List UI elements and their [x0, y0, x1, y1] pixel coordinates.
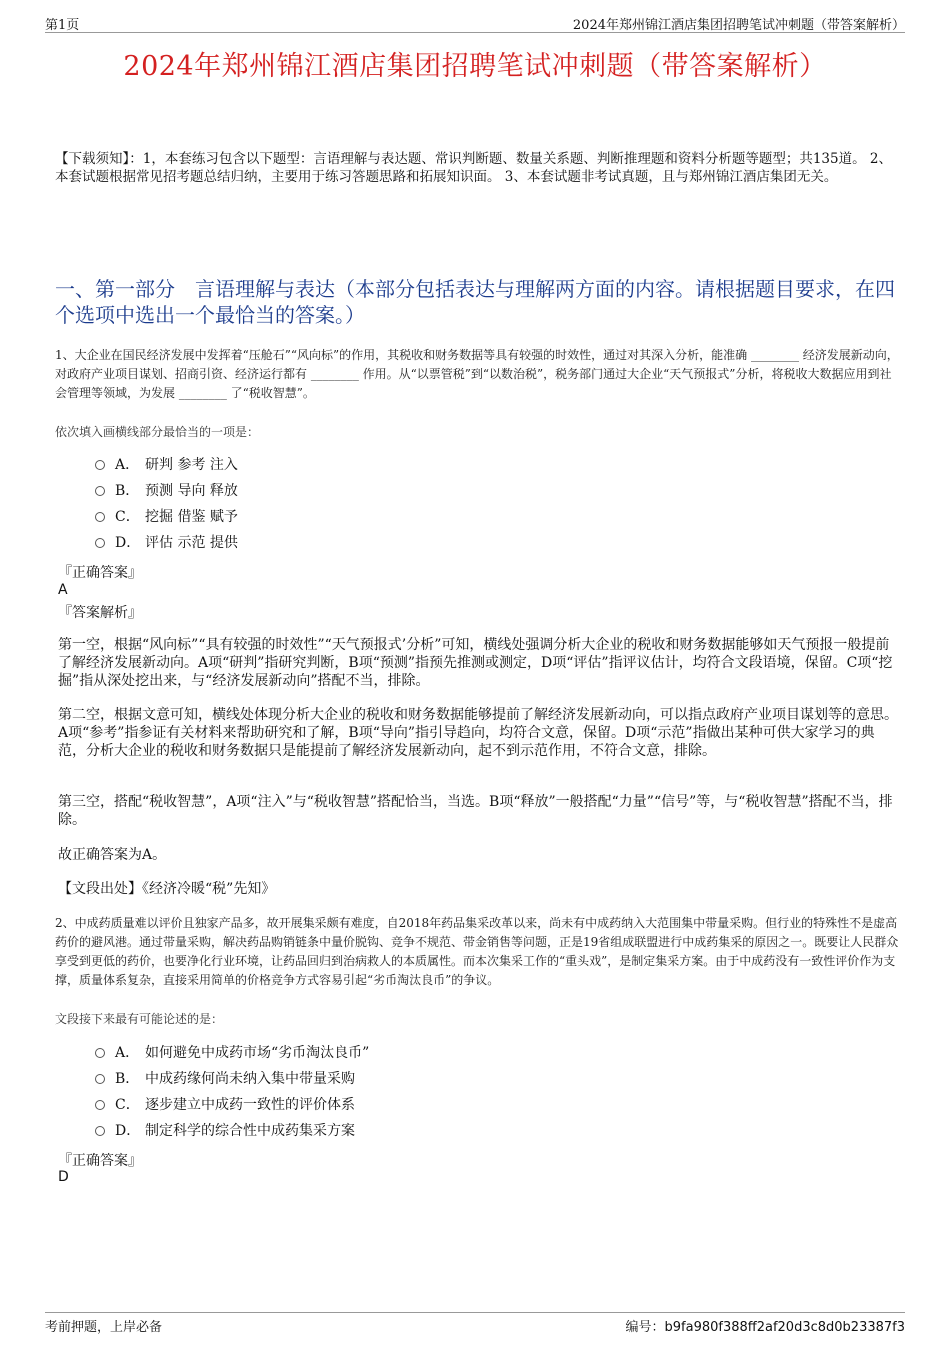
download-notice: 【下载须知】：1，本套练习包含以下题型：言语理解与表达题、常识判断题、数量关系题、判断推理题和资料分析题等题型；共135道。 2、本套试题根据常见招考题总结归纳，主要用于练习答题思路和拓展知识面。 3、本套试题非考试真题，且与郑州锦江酒店集团无关。 [55, 151, 892, 185]
question-2-stem: 2、中成药质量难以评价且独家产品多，故开展集采颇有难度，自2018年药品集采改革以来，尚未有中成药纳入大范围集中带量采购。但行业的特殊性不是虚高药价的避风港。通过带量采购，解决药品购销链条中量价脱钩、竞争不规范、带金销售等问题，正是19省组成联盟进行中成药集采的原因之一。既要让人民群众享受到更低的药价，也要净化行业环境，让药品回归到治病救人的本质属性。而本次集采工作的“重头戏”，是制定集采方案。由于中成药没有一致性评价作为支撑，质量体系复杂，直接采用简单的价格竞争方式容易引起“劣币淘汰良币”的争议。 [55, 916, 899, 987]
answer-value: A [58, 582, 68, 598]
page-title: 2024年郑州锦江酒店集团招聘笔试冲刺题（带答案解析） [123, 51, 827, 82]
radio-icon[interactable] [95, 512, 105, 522]
question-2-prompt: 文段接下来最有可能论述的是： [55, 1012, 224, 1026]
radio-icon[interactable] [95, 460, 105, 470]
option-c[interactable]: C． 挖掘 借鉴 赋予 [95, 504, 238, 530]
page-header [45, 14, 905, 33]
answer-value: D [58, 1169, 69, 1185]
radio-icon[interactable] [95, 1126, 105, 1136]
page-footer [45, 1312, 905, 1333]
radio-icon[interactable] [95, 486, 105, 496]
radio-icon[interactable] [95, 1048, 105, 1058]
question-2-options [95, 1040, 369, 1144]
radio-icon[interactable] [95, 1074, 105, 1084]
analysis-conclusion: 故正确答案为A。 [58, 847, 167, 863]
question-1-stem: 1、大企业在国民经济发展中发挥着“压舱石”“风向标”的作用，其税收和财务数据等具有较强的时效性，通过对其深入分析，能准确 ________ 经济发展新动向，对政府产业项目谋划、招商引资、经济运行都有 ________ 作用。从“以票管税”到“以数治税”，税务部门通过大企业“天气预报式”分析，将税收大数据应用到社会管理等领域，为发展 ________ 了“税收智慧”。 [55, 348, 899, 400]
question-1-prompt: 依次填入画横线部分最恰当的一项是： [55, 425, 260, 439]
header-doc-title: 2024年郑州锦江酒店集团招聘笔试冲刺题（带答案解析） [572, 18, 905, 33]
question-1-options [95, 452, 238, 556]
footer-slogan: 考前押题，上岸必备 [45, 1320, 163, 1335]
document-code: 编号：b9fa980f388ff2af20d3c8d0b23387f3 [625, 1320, 905, 1335]
answer-label: 『正确答案』 [58, 565, 142, 581]
option-b[interactable]: B． 预测 导向 释放 [95, 478, 238, 504]
answer-label: 『正确答案』 [58, 1153, 142, 1169]
source-note: 【文段出处】《经济冷暖“税”先知》 [58, 881, 276, 897]
analysis-paragraph-1: 第一空，根据“风向标”“具有较强的时效性”“天气预报式’分析”可知，横线处强调分析大企业的税收和财务数据能够如天气预报一般提前了解经济发展新动向。A项“研判”指研究判断，B项“预测”指预先推测或测定，D项“评估”指评议估计，均符合文段语境，保留。C项“挖掘”指从深处挖出来，与“经济发展新动向”搭配不当，排除。 [58, 637, 893, 689]
option-b[interactable]: B． 中成药缘何尚未纳入集中带量采购 [95, 1066, 369, 1092]
radio-icon[interactable] [95, 538, 105, 548]
option-d[interactable]: D． 制定科学的综合性中成药集采方案 [95, 1118, 369, 1144]
option-d[interactable]: D． 评估 示范 提供 [95, 530, 238, 556]
analysis-paragraph-2: 第二空，根据文意可知，横线处体现分析大企业的税收和财务数据能够提前了解经济发展新动向，可以指点政府产业项目谋划等的意思。A项“参考”指参证有关材料来帮助研究和了解，B项“导向”指引导趋向，均符合文意，保留。D项“示范”指做出某种可供大家学习的典范，分析大企业的税收和财务数据只是能提前了解经济发展新动向，起不到示范作用，不符合文意，排除。 [58, 707, 898, 759]
analysis-paragraph-3: 第三空，搭配“税收智慧”，A项“注入”与“税收智慧”搭配恰当，当选。B项“释放”一般搭配“力量”“信号”等，与“税收智慧”搭配不当，排除。 [58, 794, 893, 828]
option-c[interactable]: C． 逐步建立中成药一致性的评价体系 [95, 1092, 369, 1118]
analysis-label: 『答案解析』 [58, 605, 142, 621]
page-number: 第1页 [45, 18, 80, 33]
section-title: 一、第一部分 言语理解与表达（本部分包括表达与理解两方面的内容。请根据题目要求，在四个选项中选出一个最恰当的答案。） [55, 277, 895, 327]
option-a[interactable]: A． 如何避免中成药市场“劣币淘汰良币” [95, 1040, 369, 1066]
option-a[interactable]: A． 研判 参考 注入 [95, 452, 238, 478]
radio-icon[interactable] [95, 1100, 105, 1110]
